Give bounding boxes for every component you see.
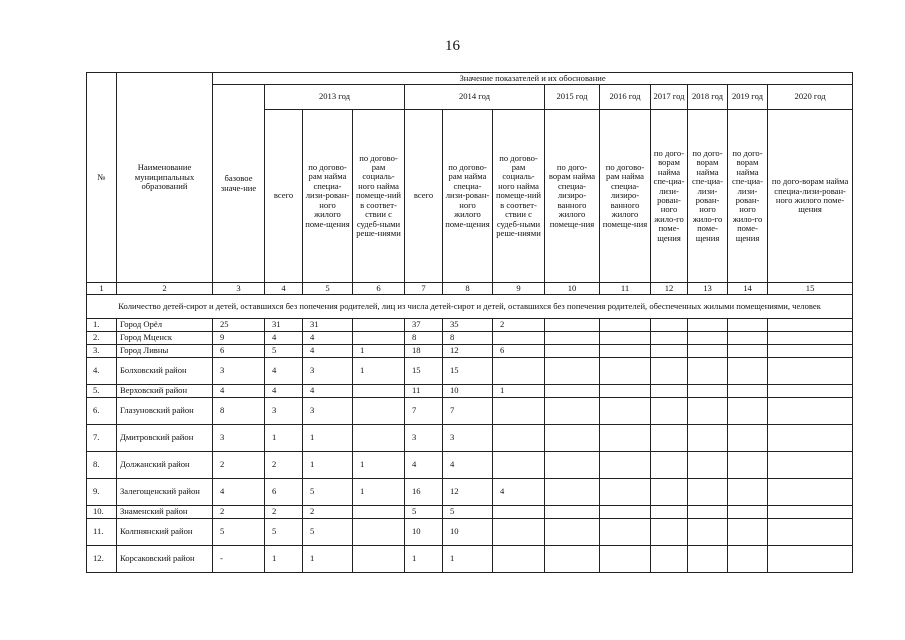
value-cell	[545, 385, 600, 398]
value-cell: 4	[265, 385, 303, 398]
value-cell: 5	[265, 519, 303, 546]
value-cell	[688, 398, 728, 425]
table-row	[87, 358, 853, 385]
municipality-name: Знаменский район	[117, 506, 213, 519]
column-number: 11	[600, 283, 651, 295]
header-year-2018: 2018 год	[688, 85, 728, 110]
value-cell: 3	[303, 398, 353, 425]
value-cell	[600, 506, 651, 519]
value-cell: 4	[405, 452, 443, 479]
header-2014-social: по догово-рам социаль-ного найма помеще-ний в соответ-ствии с судеб-ными реше-ниями	[493, 110, 545, 283]
table-row	[87, 319, 853, 332]
value-cell: 4	[213, 479, 265, 506]
value-cell	[728, 319, 768, 332]
value-cell: 1	[353, 345, 405, 358]
column-number: 5	[303, 283, 353, 295]
value-cell	[353, 425, 405, 452]
municipality-name: Город Ливны	[117, 345, 213, 358]
value-cell	[545, 358, 600, 385]
header-2014-total: всего	[405, 110, 443, 283]
value-cell	[688, 479, 728, 506]
row-number: 3.	[87, 345, 117, 358]
value-cell	[353, 332, 405, 345]
header-year-2017: 2017 год	[651, 85, 688, 110]
value-cell	[600, 319, 651, 332]
table-row	[87, 452, 853, 479]
municipality-name: Город Мценск	[117, 332, 213, 345]
column-number: 9	[493, 283, 545, 295]
header-year-2013: 2013 год	[265, 85, 405, 110]
value-cell: 7	[405, 398, 443, 425]
row-number: 9.	[87, 479, 117, 506]
value-cell: 4	[265, 358, 303, 385]
value-cell: 10	[405, 519, 443, 546]
row-number: 4.	[87, 358, 117, 385]
column-number: 13	[688, 283, 728, 295]
value-cell: 16	[405, 479, 443, 506]
value-cell: 10	[443, 385, 493, 398]
value-cell: 31	[303, 319, 353, 332]
municipality-name: Залегощенский район	[117, 479, 213, 506]
value-cell: 4	[443, 452, 493, 479]
value-cell: 5	[303, 479, 353, 506]
value-cell: -	[213, 546, 265, 573]
value-cell	[768, 332, 853, 345]
value-cell	[688, 345, 728, 358]
column-number: 8	[443, 283, 493, 295]
row-number: 5.	[87, 385, 117, 398]
column-number: 7	[405, 283, 443, 295]
value-cell	[768, 546, 853, 573]
value-cell: 6	[213, 345, 265, 358]
value-cell	[728, 332, 768, 345]
municipality-name: Должанский район	[117, 452, 213, 479]
row-number: 12.	[87, 546, 117, 573]
value-cell: 2	[213, 506, 265, 519]
data-rows	[87, 319, 853, 573]
value-cell: 2	[265, 452, 303, 479]
value-cell	[688, 519, 728, 546]
value-cell: 4	[303, 345, 353, 358]
table-row	[87, 546, 853, 573]
value-cell	[493, 358, 545, 385]
value-cell	[600, 332, 651, 345]
column-number: 6	[353, 283, 405, 295]
value-cell	[545, 546, 600, 573]
header-2013-total: всего	[265, 110, 303, 283]
value-cell	[600, 345, 651, 358]
municipality-name: Глазуновский район	[117, 398, 213, 425]
value-cell	[600, 358, 651, 385]
column-number: 12	[651, 283, 688, 295]
value-cell	[545, 319, 600, 332]
value-cell: 9	[213, 332, 265, 345]
value-cell	[545, 519, 600, 546]
row-number: 8.	[87, 452, 117, 479]
value-cell	[651, 345, 688, 358]
value-cell	[353, 385, 405, 398]
value-cell	[768, 358, 853, 385]
value-cell	[651, 398, 688, 425]
value-cell: 1	[303, 452, 353, 479]
value-cell	[651, 519, 688, 546]
value-cell	[545, 345, 600, 358]
value-cell	[728, 506, 768, 519]
value-cell	[600, 546, 651, 573]
column-number: 1	[87, 283, 117, 295]
value-cell: 6	[265, 479, 303, 506]
value-cell	[353, 519, 405, 546]
value-cell	[728, 546, 768, 573]
header-2013-contracts: по догово-рам найма специа-лизи-рован-ного жилого поме-щения	[303, 110, 353, 283]
value-cell	[545, 452, 600, 479]
value-cell	[353, 546, 405, 573]
value-cell: 1	[265, 425, 303, 452]
value-cell	[768, 425, 853, 452]
value-cell: 3	[405, 425, 443, 452]
value-cell: 3	[213, 425, 265, 452]
value-cell: 10	[443, 519, 493, 546]
value-cell: 3	[213, 358, 265, 385]
value-cell: 15	[443, 358, 493, 385]
table-row	[87, 479, 853, 506]
value-cell: 3	[303, 358, 353, 385]
column-number: 14	[728, 283, 768, 295]
value-cell	[651, 479, 688, 506]
value-cell	[353, 506, 405, 519]
value-cell	[728, 385, 768, 398]
value-cell	[651, 332, 688, 345]
row-number: 1.	[87, 319, 117, 332]
value-cell: 2	[493, 319, 545, 332]
row-number: 6.	[87, 398, 117, 425]
row-number: 10.	[87, 506, 117, 519]
value-cell	[353, 398, 405, 425]
header-no: №	[87, 73, 117, 283]
value-cell	[768, 452, 853, 479]
value-cell	[651, 546, 688, 573]
value-cell	[545, 332, 600, 345]
header-name: Наименование муниципальных образований	[117, 73, 213, 283]
value-cell: 4	[265, 332, 303, 345]
value-cell	[651, 425, 688, 452]
value-cell	[600, 479, 651, 506]
table-row	[87, 398, 853, 425]
value-cell: 2	[213, 452, 265, 479]
value-cell: 3	[265, 398, 303, 425]
value-cell: 15	[405, 358, 443, 385]
value-cell: 4	[493, 479, 545, 506]
header-2014-contracts: по догово-рам найма специа-лизи-рован-ного жилого поме-щения	[443, 110, 493, 283]
value-cell	[600, 452, 651, 479]
value-cell: 1	[353, 479, 405, 506]
municipality-name: Корсаковский район	[117, 546, 213, 573]
value-cell	[688, 332, 728, 345]
value-cell: 37	[405, 319, 443, 332]
value-cell: 1	[443, 546, 493, 573]
header-2017-contracts: по дого-ворам найма спе-циа-лизи-рован-ного жило-го поме-щения	[651, 110, 688, 283]
column-number: 10	[545, 283, 600, 295]
value-cell	[493, 398, 545, 425]
header-year-2016: 2016 год	[600, 85, 651, 110]
value-cell: 4	[213, 385, 265, 398]
value-cell	[768, 319, 853, 332]
value-cell: 1	[265, 546, 303, 573]
value-cell	[768, 345, 853, 358]
section-title: Количество детей-сирот и детей, оставшихся без попечения родителей, лиц из числа детей-сирот и детей, оставшихся без попечения родителей, обеспеченных жилыми помещениями, человек	[87, 295, 853, 319]
value-cell	[545, 479, 600, 506]
table-row	[87, 519, 853, 546]
value-cell: 5	[265, 345, 303, 358]
column-number: 4	[265, 283, 303, 295]
value-cell: 35	[443, 319, 493, 332]
value-cell: 5	[303, 519, 353, 546]
header-2020-contracts: по дого-ворам найма специа-лизи-рован-ного жилого поме-щения	[768, 110, 853, 283]
value-cell	[493, 546, 545, 573]
header-2016-contracts: по догово-рам найма специа-лизиро-ванного жилого помеще-ния	[600, 110, 651, 283]
municipality-name: Колпнянский район	[117, 519, 213, 546]
value-cell	[493, 452, 545, 479]
table-row	[87, 506, 853, 519]
value-cell: 8	[213, 398, 265, 425]
column-number: 15	[768, 283, 853, 295]
value-cell	[651, 358, 688, 385]
value-cell: 1	[405, 546, 443, 573]
value-cell: 4	[303, 385, 353, 398]
value-cell: 12	[443, 345, 493, 358]
value-cell	[651, 452, 688, 479]
value-cell	[728, 479, 768, 506]
value-cell	[651, 319, 688, 332]
value-cell: 1	[353, 452, 405, 479]
header-2015-contracts: по дого-ворам найма специа-лизиро-ванного жилого помеще-ния	[545, 110, 600, 283]
value-cell: 4	[303, 332, 353, 345]
value-cell	[728, 452, 768, 479]
value-cell	[493, 506, 545, 519]
value-cell: 5	[443, 506, 493, 519]
column-number: 2	[117, 283, 213, 295]
value-cell: 31	[265, 319, 303, 332]
page-number: 16	[445, 38, 460, 54]
value-cell: 2	[303, 506, 353, 519]
value-cell: 25	[213, 319, 265, 332]
column-numbers-row	[87, 283, 853, 295]
value-cell	[600, 425, 651, 452]
row-number: 2.	[87, 332, 117, 345]
value-cell	[688, 452, 728, 479]
value-cell	[688, 546, 728, 573]
value-cell	[728, 345, 768, 358]
header-year-2014: 2014 год	[405, 85, 545, 110]
row-number: 11.	[87, 519, 117, 546]
table-row	[87, 345, 853, 358]
header-2018-contracts: по дого-ворам найма спе-циа-лизи-рован-ного жило-го поме-щения	[688, 110, 728, 283]
header-year-2019: 2019 год	[728, 85, 768, 110]
value-cell	[728, 398, 768, 425]
table-row	[87, 385, 853, 398]
value-cell	[545, 425, 600, 452]
value-cell	[493, 519, 545, 546]
header-year-2015: 2015 год	[545, 85, 600, 110]
value-cell	[545, 506, 600, 519]
value-cell: 5	[213, 519, 265, 546]
value-cell	[768, 385, 853, 398]
value-cell	[728, 425, 768, 452]
value-cell: 12	[443, 479, 493, 506]
value-cell	[600, 385, 651, 398]
value-cell	[651, 385, 688, 398]
value-cell: 8	[443, 332, 493, 345]
value-cell	[768, 398, 853, 425]
value-cell: 1	[303, 425, 353, 452]
value-cell	[600, 398, 651, 425]
value-cell: 18	[405, 345, 443, 358]
value-cell	[728, 358, 768, 385]
value-cell	[768, 479, 853, 506]
value-cell	[768, 519, 853, 546]
value-cell: 1	[303, 546, 353, 573]
value-cell	[768, 506, 853, 519]
header-2013-social: по догово-рам социаль-ного найма помеще-ний в соответ-ствии с судеб-ными реше-ниями	[353, 110, 405, 283]
municipality-name: Верховский район	[117, 385, 213, 398]
value-cell: 7	[443, 398, 493, 425]
municipality-name: Болховский район	[117, 358, 213, 385]
municipality-name: Город Орёл	[117, 319, 213, 332]
table-row	[87, 332, 853, 345]
value-cell: 5	[405, 506, 443, 519]
value-cell	[728, 519, 768, 546]
municipality-name: Дмитровский район	[117, 425, 213, 452]
header-base-value: базовое значе-ние	[213, 85, 265, 283]
header-year-2020: 2020 год	[768, 85, 853, 110]
value-cell: 8	[405, 332, 443, 345]
indicators-table	[86, 72, 853, 573]
column-number: 3	[213, 283, 265, 295]
value-cell	[688, 506, 728, 519]
table-row	[87, 425, 853, 452]
value-cell	[493, 425, 545, 452]
value-cell	[353, 319, 405, 332]
header-2019-contracts: по дого-ворам найма спе-циа-лизи-рован-ного жило-го поме-щения	[728, 110, 768, 283]
value-cell	[688, 358, 728, 385]
value-cell	[688, 425, 728, 452]
value-cell: 1	[493, 385, 545, 398]
value-cell: 3	[443, 425, 493, 452]
value-cell: 2	[265, 506, 303, 519]
value-cell	[600, 519, 651, 546]
value-cell: 11	[405, 385, 443, 398]
value-cell: 1	[353, 358, 405, 385]
value-cell	[688, 319, 728, 332]
value-cell	[688, 385, 728, 398]
row-number: 7.	[87, 425, 117, 452]
value-cell: 6	[493, 345, 545, 358]
value-cell	[493, 332, 545, 345]
header-group-title: Значение показателей и их обоснование	[213, 73, 853, 85]
value-cell	[651, 506, 688, 519]
value-cell	[545, 398, 600, 425]
